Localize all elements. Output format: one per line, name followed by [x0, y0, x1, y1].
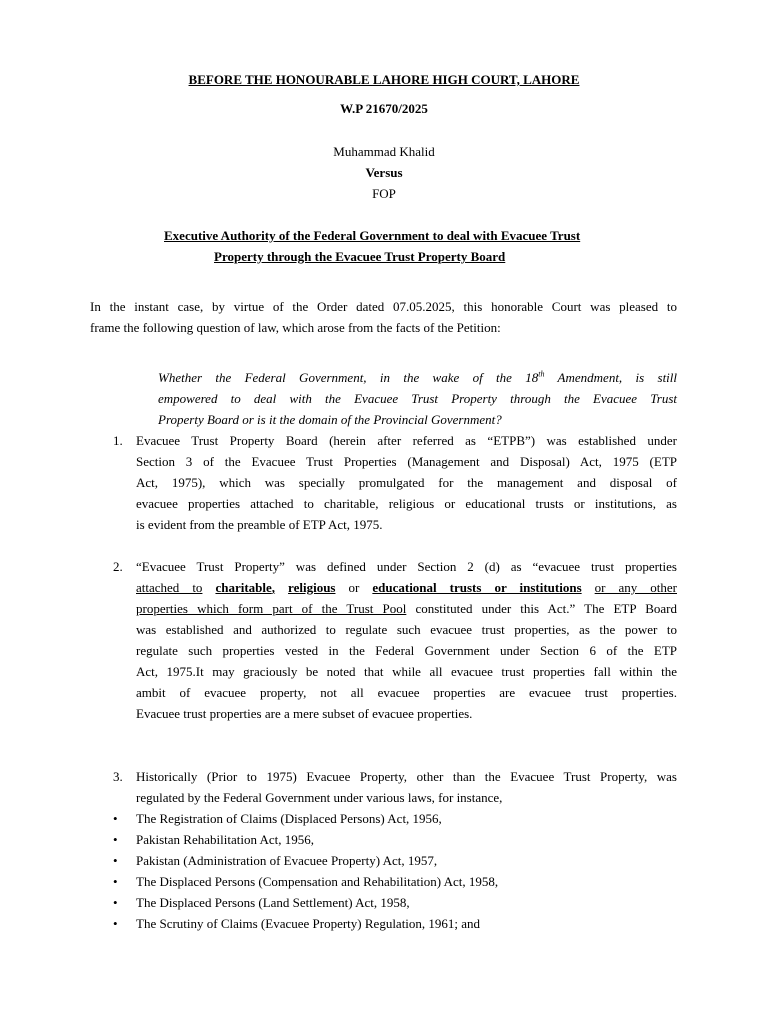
para-1-line: Act, 1975), which was specially promulgated for the management and disposal of	[136, 475, 677, 490]
court-heading: BEFORE THE HONOURABLE LAHORE HIGH COURT, LAHORE	[188, 72, 580, 87]
intro-line-1: In the instant case, by virtue of the Order dated 07.05.2025, this honorable Court was pleased to	[90, 299, 677, 314]
para-2-line: properties which form part of the Trust Pool constituted under this Act.” The ETP Board	[136, 601, 677, 616]
para-1-line: evacuee properties attached to charitable, religious or educational trusts or institutions, as	[136, 496, 677, 511]
bullet-icon: •	[113, 874, 118, 889]
para-3-number: 3.	[113, 769, 123, 784]
question-line-2: empowered to deal with the Evacuee Trust Property through the Evacuee Trust	[158, 391, 677, 406]
petitioner-name: Muhammad Khalid	[333, 144, 435, 159]
para-2-line: Evacuee trust properties are a mere subset of evacuee properties.	[136, 706, 473, 721]
list-item: Pakistan Rehabilitation Act, 1956,	[136, 832, 315, 847]
versus-label: Versus	[365, 165, 403, 180]
para-2-number: 2.	[113, 559, 123, 574]
para-1-number: 1.	[113, 433, 123, 448]
para-2-line: was established and authorized to regulate such evacuee trust properties, as the power to	[136, 622, 677, 637]
bullet-icon: •	[113, 853, 118, 868]
list-item: The Registration of Claims (Displaced Persons) Act, 1956,	[136, 811, 442, 826]
para-2-line-emphasis: attached to charitable, religious or educational trusts or institutions or any other	[136, 580, 677, 595]
para-2-line: regulate such properties vested in the Federal Government under Section 6 of the ETP	[136, 643, 677, 658]
bullet-icon: •	[113, 811, 118, 826]
para-1-line: is evident from the preamble of ETP Act, 1975.	[136, 517, 383, 532]
case-number: W.P 21670/2025	[340, 101, 428, 116]
title-line-2: Property through the Evacuee Trust Property Board	[214, 249, 506, 264]
bullet-icon: •	[113, 895, 118, 910]
para-3-line: regulated by the Federal Government under various laws, for instance,	[136, 790, 503, 805]
question-line-1: Whether the Federal Government, in the wake of the 18th Amendment, is still	[158, 369, 678, 385]
para-3-line: Historically (Prior to 1975) Evacuee Property, other than the Evacuee Trust Property, was	[136, 769, 677, 784]
para-1-line: Section 3 of the Evacuee Trust Properties (Management and Disposal) Act, 1975 (ETP	[136, 454, 677, 469]
para-1-line: Evacuee Trust Property Board (herein after referred as “ETPB”) was established under	[136, 433, 677, 448]
list-item: The Displaced Persons (Land Settlement) Act, 1958,	[136, 895, 410, 910]
para-2-line: Act, 1975.It may graciously be noted that while all evacuee trust properties fall within the	[136, 664, 677, 679]
bullet-icon: •	[113, 916, 118, 931]
para-2-line: “Evacuee Trust Property” was defined under Section 2 (d) as “evacuee trust properties	[136, 559, 677, 574]
respondent-name: FOP	[372, 186, 396, 201]
bullet-icon: •	[113, 832, 118, 847]
list-item: The Scrutiny of Claims (Evacuee Property) Regulation, 1961; and	[136, 916, 481, 931]
title-line-1: Executive Authority of the Federal Government to deal with Evacuee Trust	[164, 228, 581, 243]
list-item: The Displaced Persons (Compensation and Rehabilitation) Act, 1958,	[136, 874, 499, 889]
intro-line-2: frame the following question of law, which arose from the facts of the Petition:	[90, 320, 501, 335]
para-2-line: ambit of evacuee property, not all evacuee properties are evacuee trust properties.	[136, 685, 677, 700]
list-item: Pakistan (Administration of Evacuee Property) Act, 1957,	[136, 853, 438, 868]
question-line-3: Property Board or is it the domain of the Provincial Government?	[158, 412, 502, 427]
